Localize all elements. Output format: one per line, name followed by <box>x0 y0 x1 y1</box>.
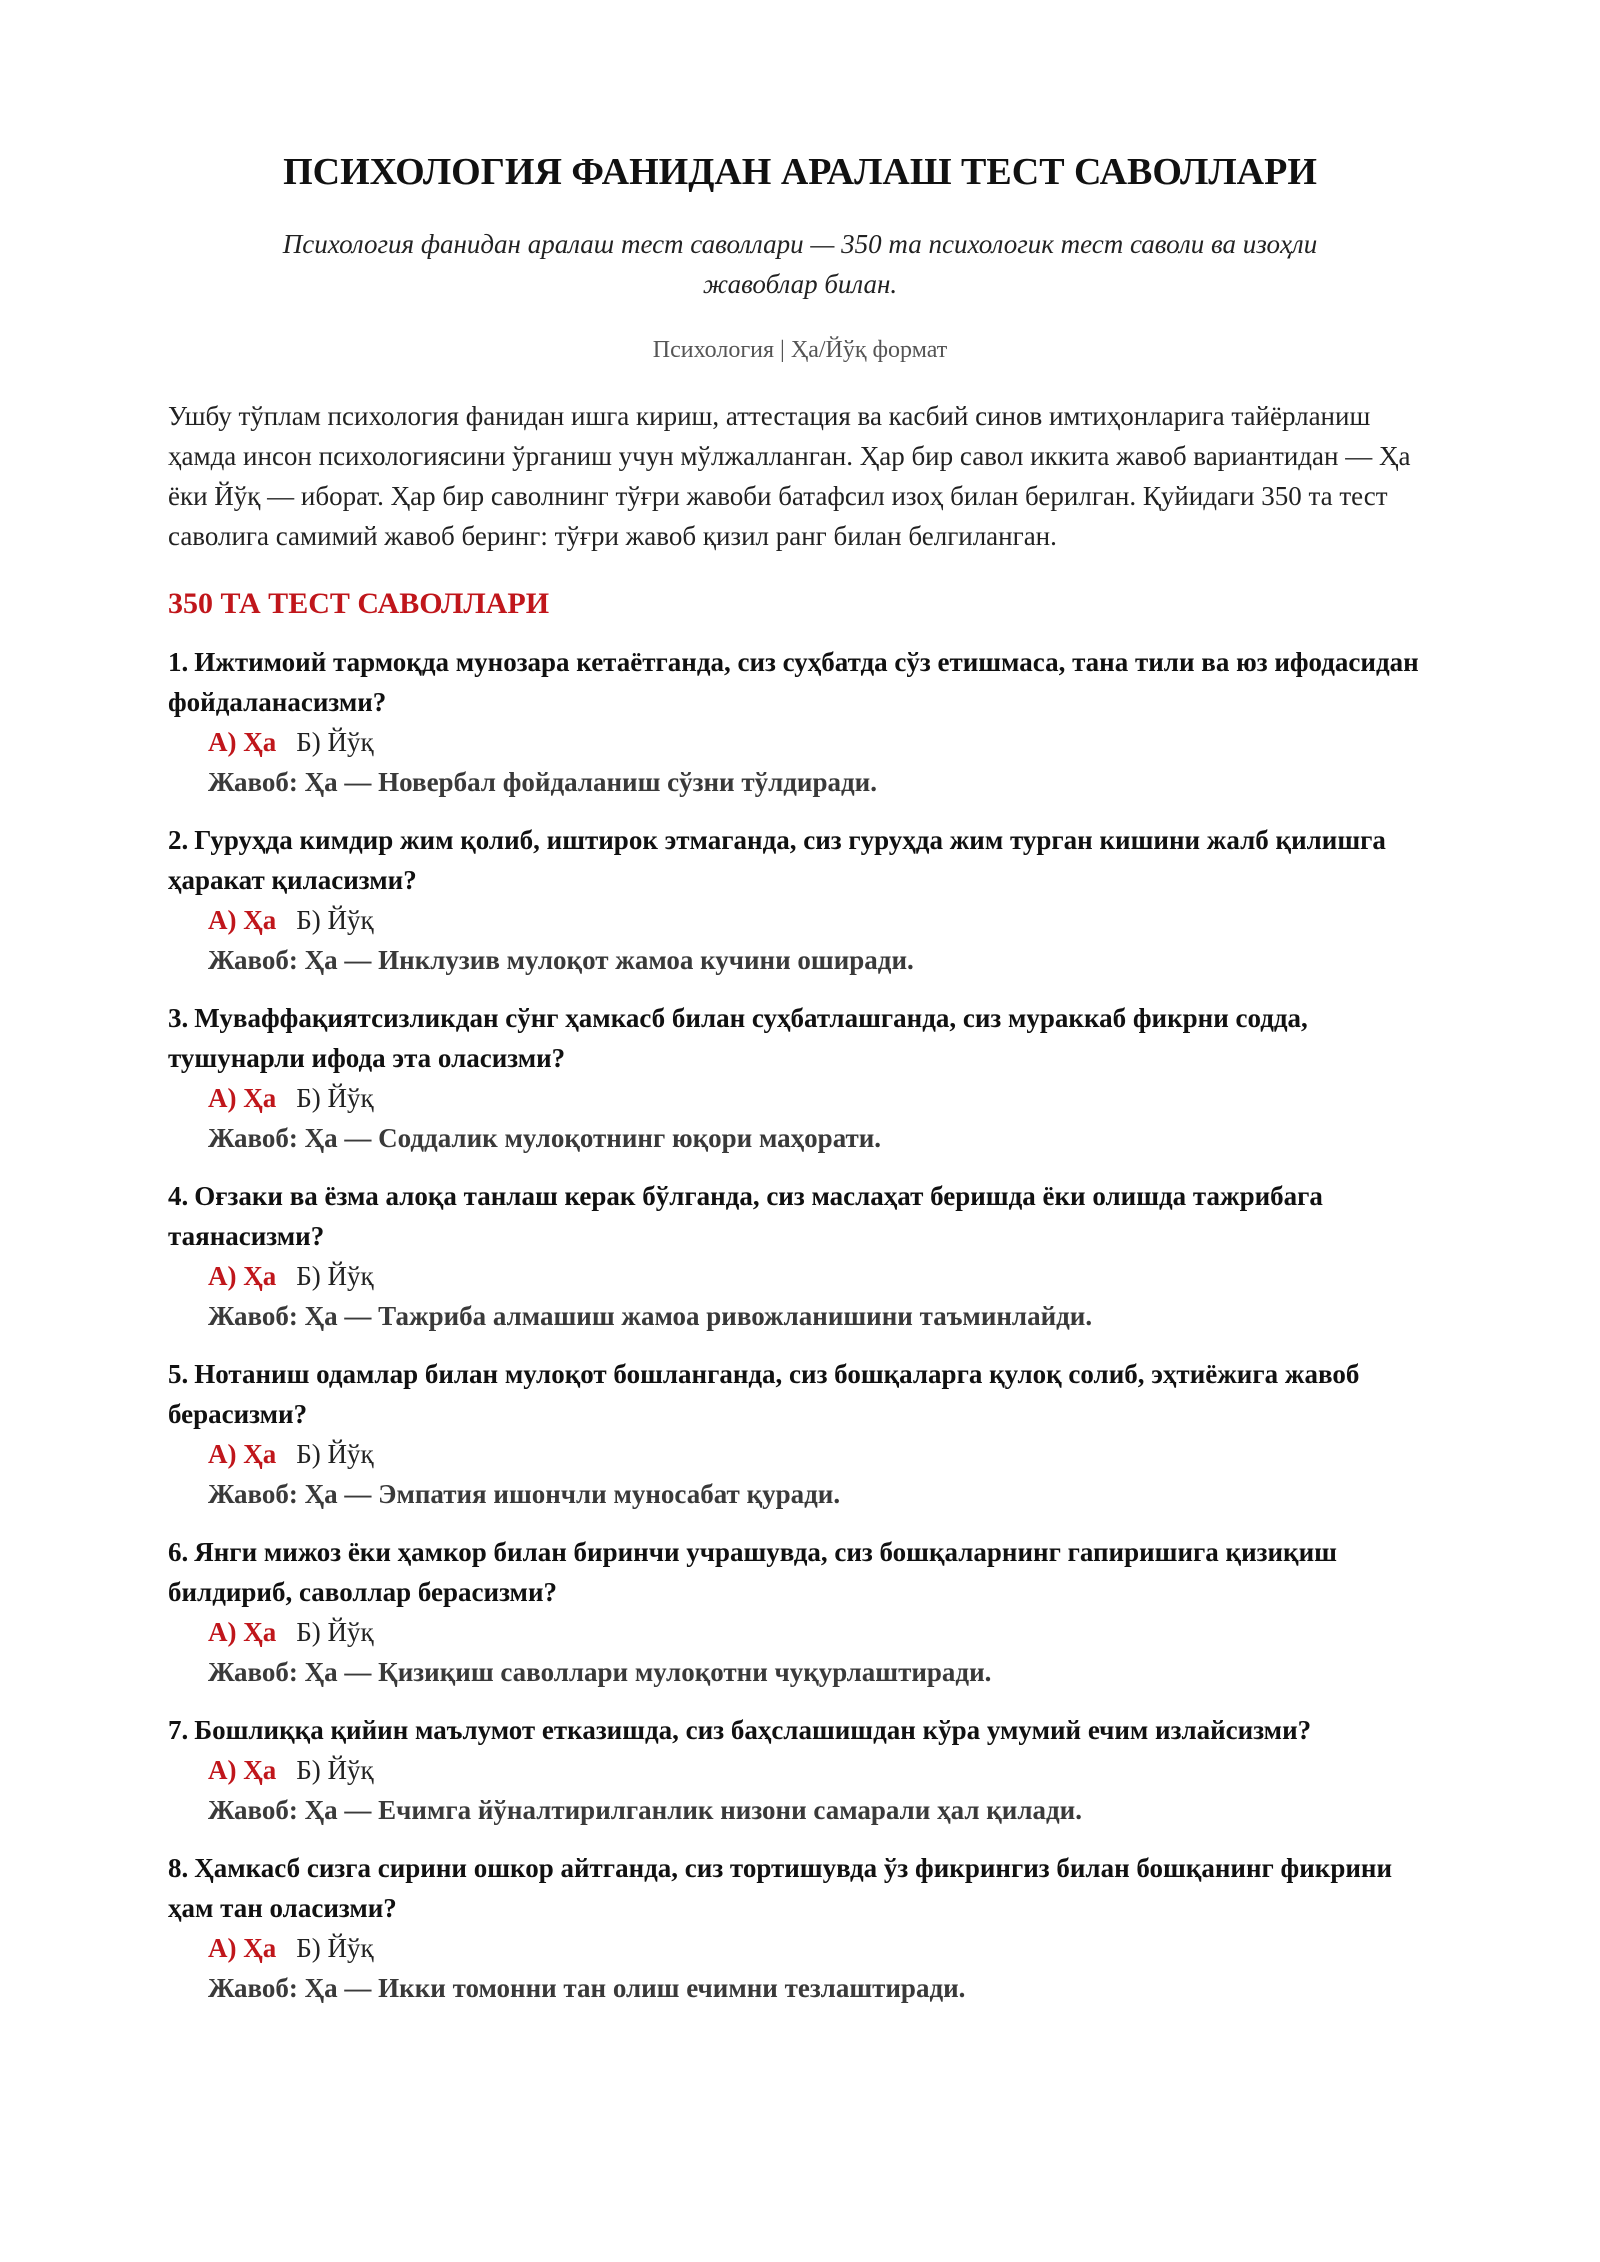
question-text: Ҳамкасб сизга сирини ошкор айтганда, сиз тортишувда ўз фикрингиз билан бошқанинг фикрини ҳам тан оласизми? <box>168 1853 1393 1923</box>
question-item <box>168 642 1432 802</box>
question-item <box>168 820 1432 980</box>
question-item <box>168 1848 1432 2008</box>
question-text: Муваффақиятсизликдан сўнг ҳамкасб билан суҳбатлашганда, сиз мураккаб фикрни содда, тушунарли ифода эта оласизми? <box>168 1003 1308 1073</box>
document-meta: Психология | Ҳа/Йўқ формат <box>652 337 948 363</box>
option-a: А) Ҳа <box>208 1083 277 1113</box>
question-text: Оғзаки ва ёзма алоқа танлаш керак бўлганда, сиз маслаҳат беришда ёки олишда тажрибага таянасизми? <box>168 1181 1323 1251</box>
question-number: 7. <box>168 1715 189 1745</box>
answer-explanation: Жавоб: Ҳа — Тажриба алмашиш жамоа ривожланишини таъминлайди. <box>208 1301 1093 1331</box>
option-b: Б) Йўқ <box>296 905 374 935</box>
question-text-line <box>168 998 1432 1078</box>
question-text-line <box>168 1848 1432 1928</box>
question-text-line <box>168 1354 1432 1434</box>
question-text: Нотаниш одамлар билан мулоқот бошланганда, сиз бошқаларга қулоқ солиб, эҳтиёжига жавоб берасизми? <box>168 1359 1360 1429</box>
answer-explanation: Жавоб: Ҳа — Эмпатия ишончли муносабат қуради. <box>208 1479 841 1509</box>
option-b: Б) Йўқ <box>296 1439 374 1469</box>
answer-explanation: Жавоб: Ҳа — Қизиқиш саволлари мулоқотни чуқурлаштиради. <box>208 1657 992 1687</box>
question-item <box>168 1354 1432 1514</box>
question-item <box>168 1532 1432 1692</box>
question-number: 3. <box>168 1003 189 1033</box>
question-options <box>168 1928 1432 1968</box>
question-item <box>168 1176 1432 1336</box>
question-options <box>168 1750 1432 1790</box>
question-item <box>168 1710 1432 1830</box>
question-options <box>168 1434 1432 1474</box>
question-text: Янги мижоз ёки ҳамкор билан биринчи учрашувда, сиз бошқаларнинг гапиришига қизиқиш билдириб, саволлар берасизми? <box>168 1537 1337 1607</box>
option-a: А) Ҳа <box>208 1261 277 1291</box>
question-options <box>168 1078 1432 1118</box>
answer-explanation: Жавоб: Ҳа — Соддалик мулоқотнинг юқори маҳорати. <box>208 1123 882 1153</box>
question-list <box>168 642 1432 2008</box>
question-text-line <box>168 642 1432 722</box>
option-a: А) Ҳа <box>208 1933 277 1963</box>
question-number: 5. <box>168 1359 189 1389</box>
option-a: А) Ҳа <box>208 1439 277 1469</box>
question-item <box>168 998 1432 1158</box>
intro-paragraph: Ушбу тўплам психология фанидан ишга кириш, аттестация ва касбий синов имтиҳонларига тайёрланиш ҳамда инсон психологиясини ўрганиш учун мўлжалланган. Ҳар бир савол иккита жавоб вариантидан — Ҳа ёки Йўқ — иборат. Ҳар бир саволнинг тўғри жавоби батафсил изоҳ билан берилган. Қуйидаги 350 та тест саволига самимий жавоб беринг: тўғри жавоб қизил ранг билан белгиланган. <box>168 401 1411 551</box>
question-options <box>168 1256 1432 1296</box>
option-b: Б) Йўқ <box>296 1933 374 1963</box>
question-number: 6. <box>168 1537 189 1567</box>
option-a: А) Ҳа <box>208 905 277 935</box>
question-number: 1. <box>168 647 189 677</box>
question-text-line <box>168 1710 1432 1750</box>
question-number: 8. <box>168 1853 189 1883</box>
question-text-line <box>168 1176 1432 1256</box>
option-b: Б) Йўқ <box>296 727 374 757</box>
option-b: Б) Йўқ <box>296 1755 374 1785</box>
option-b: Б) Йўқ <box>296 1617 374 1647</box>
question-text: Ижтимоий тармоқда мунозара кетаётганда, сиз суҳбатда сўз етишмаса, тана тили ва юз ифодасидан фойдаланасизми? <box>168 647 1419 717</box>
option-a: А) Ҳа <box>208 1755 277 1785</box>
option-a: А) Ҳа <box>208 1617 277 1647</box>
document-subtitle: Психология фанидан аралаш тест саволлари — 350 та психологик тест саволи ва изоҳли жавоблар билан. <box>282 229 1318 299</box>
answer-explanation: Жавоб: Ҳа — Икки томонни тан олиш ечимни тезлаштиради. <box>208 1973 966 2003</box>
question-number: 4. <box>168 1181 189 1211</box>
question-text: Гуруҳда кимдир жим қолиб, иштирок этмаганда, сиз гуруҳда жим турган кишини жалб қилишга ҳаракат қиласизми? <box>168 825 1386 895</box>
option-b: Б) Йўқ <box>296 1261 374 1291</box>
question-options <box>168 1612 1432 1652</box>
option-b: Б) Йўқ <box>296 1083 374 1113</box>
answer-explanation: Жавоб: Ҳа — Инклузив мулоқот жамоа кучини оширади. <box>208 945 914 975</box>
option-a: А) Ҳа <box>208 727 277 757</box>
question-options <box>168 722 1432 762</box>
answer-explanation: Жавоб: Ҳа — Новербал фойдаланиш сўзни тўлдиради. <box>208 767 877 797</box>
question-text: Бошлиққа қийин маълумот етказишда, сиз баҳслашишдан кўра умумий ечим излайсизми? <box>194 1715 1312 1745</box>
question-options <box>168 900 1432 940</box>
question-number: 2. <box>168 825 189 855</box>
question-text-line <box>168 820 1432 900</box>
answer-explanation: Жавоб: Ҳа — Ечимга йўналтирилганлик низони самарали ҳал қилади. <box>208 1795 1082 1825</box>
document-title: ПСИХОЛОГИЯ ФАНИДАН АРАЛАШ ТЕСТ САВОЛЛАРИ <box>283 151 1317 193</box>
section-title: 350 ТА ТЕСТ САВОЛЛАРИ <box>168 587 550 620</box>
question-text-line <box>168 1532 1432 1612</box>
